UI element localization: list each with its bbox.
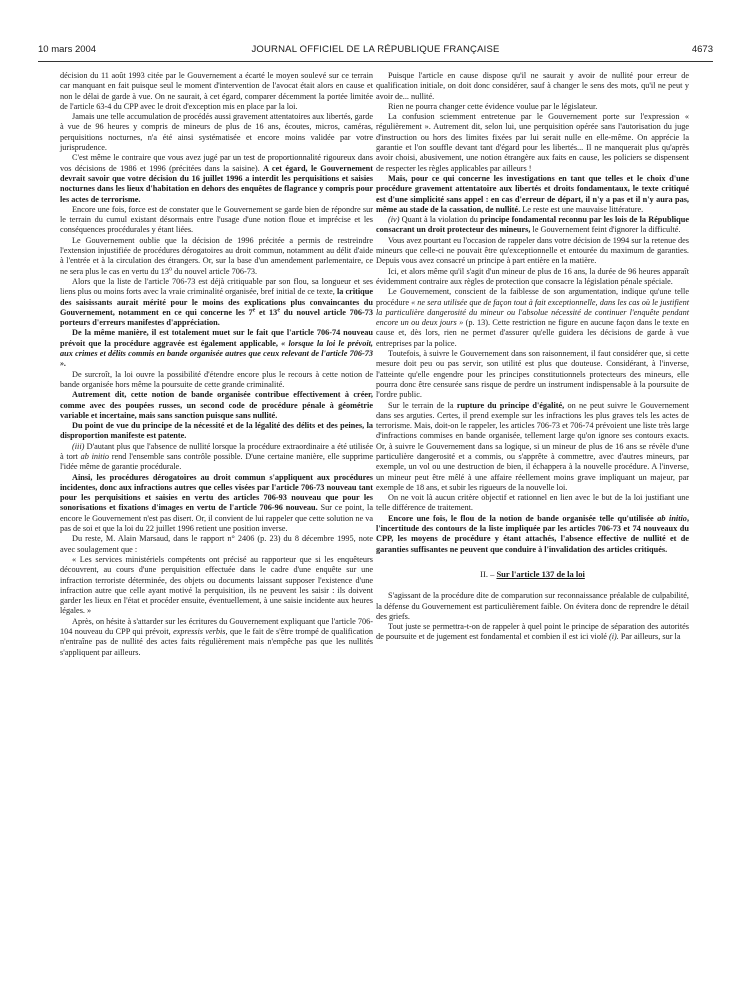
section-heading: II. – Sur l'article 137 de la loi [480,568,585,579]
paragraph: (iii) D'autant plus que l'absence de nullité lorsque la procédure extraordinaire a été utilisée à tort ab initio rend l'ensemble sans contrôle possible. D'une certaine manière, elle supprime l'idée même de garantie procédurale. [60,441,373,472]
header-rule [38,61,713,62]
paragraph: Jamais une telle accumulation de procédés aussi gravement attentatoires aux libertés, garde à vue de 96 heures y compris de mineurs de plus de 16 ans, écoutes, micros, caméras, perquisitions nocturnes, n'a été ainsi systématisée et encore moins validée par votre jurisprudence. [60,112,374,153]
paragraph: Mais, pour ce qui concerne les investigations en tant que telles et le choix d'une procédure gravement attentatoire aux libertés et droits fondamentaux, le texte critiqué est d'une simplicité sans appel : en cas d'erreur de départ, il n'y a pas et il n'y aura pas, même au stade de la cassation, de nullité. Le reste est une mauvaise littérature. [376,173,689,214]
paragraph: S'agissant de la procédure dite de comparution sur reconnaissance préalable de culpabilité, la défense du Gouvernement est particulièrement faible. On évitera donc de reprendre le détail des griefs. [376,591,689,621]
paragraph: Puisque l'article en cause dispose qu'il ne saurait y avoir de nullité pour erreur de qualification initiale, on doit donc considérer, sauf à changer le sens des mots, qu'il ne peut y avoir de... nullité. [376,71,689,101]
paragraph: Autrement dit, cette notion de bande organisée contribue effectivement à créer, comme avec des poupées russes, un second code de procédure pénale à géométrie variable et incertaine, mais sans sanction puisque sans nullité. [60,390,373,420]
paragraph: Vous avez pourtant eu l'occasion de rappeler dans votre décision de 1994 sur la retenue des mineurs que celle-ci ne pouvait être qu'exceptionnelle et entourée du maximum de garanties. Depuis vous avez consacré un principe à part entière en la matière. [376,235,689,266]
paragraph: La confusion sciemment entretenue par le Gouvernement porte sur l'expression « régulièrement ». Autrement dit, selon lui, une perquisition opérée sans l'autorisation du juge d'instruction ou hors des limites fixées par lui serait nulle en elle-même. On apprécie la garantie et l'on souffle devant tant d'égard pour les libertés... Il ne manquerait plus qu'après avoir choisi, abusivement, une notion étrangère aux faits en cause, les policiers se dispensent de respecter les règles applicables par ailleurs ! [376,112,689,173]
paragraph: Le Gouvernement oublie que la décision de 1996 précitée a permis de restreindre l'extension injustifiée de procédures dérogatoires au droit commun, notamment au délit d'aide à l'entrée et à la circulation des étrangers. Or, sur la base d'un amendement parlementaire, ce ne sera plus le cas en vertu du 13$^o$ du nouvel article 706-73. [60,235,373,276]
right-column [376,71,689,643]
paragraph: Alors que la liste de l'article 706-73 est déjà critiquable par son flou, sa longueur et ses liens plus ou moins forts avec la vraie criminalité organisée, bref initial de ce texte, la critique des saisissants aurait mérité pour le moins des explications plus convaincantes du Gouvernement, notamment en ce qui concerne les 7e et 13e du nouvel article 706-73 porteurs d'erreurs manifestes d'appréciation. [60,276,373,328]
paragraph: De surcroît, la loi ouvre la possibilité d'étendre encore plus le recours à cette notion de bande organisée hors même la poursuite de cette grande criminalité. [60,369,373,389]
paragraph: Le Gouvernement, conscient de la faiblesse de son argumentation, indique qu'une telle procédure « ne sera utilisée que de façon tout à fait exceptionnelle, dans les cas où le justifient la particulière dangerosité du mineur ou l'absolue nécessité de continuer l'enquête pendant encore un ou deux jours » (p. 13). Cette restriction ne figure en aucune façon dans le texte en cause et, dès lors, rien ne permet d'assurer qu'elle guidera les décisions de garde à vue entreprises par la police. [376,287,689,348]
page-header [38,44,713,58]
paragraph: Encore une fois, le flou de la notion de bande organisée telle qu'utilisée ab initio, l'incertitude des contours de la liste impliquée par les articles 706-73 et 74 nouveaux du CPP, les moyens de procédure y étant attachés, l'absence effective de nullité et de garanties suffisantes ne peuvent que conduire à l'invalidation des articles critiqués. [376,513,689,554]
quotation: « Les services ministériels compétents ont précisé au rapporteur que si les enquêteurs découvrent, au cours d'une perquisition effectuée dans le cadre d'une enquête sur une infraction terroriste déterminée, des objets ou documents laissant supposer l'existence d'une infraction autre que celle ayant motivé la perquisition, ils ne peuvent les saisir : ils doivent garder les lieux en l'état et procéder ensuite, éventuellement, à une saisie incidente aux heures légales. » [60,554,373,616]
paragraph: Ici, et alors même qu'il s'agit d'un mineur de plus de 16 ans, la durée de 96 heures apparaît évidemment contraire aux règles de protection que consacre la législation pénale spéciale. [376,266,689,286]
paragraph: Du reste, M. Alain Marsaud, dans le rapport n° 2406 (p. 23) du 8 décembre 1995, note avec soulagement que : [60,534,373,554]
paragraph: Rien ne pourra changer cette évidence voulue par le législateur. [388,101,598,111]
page-number: 4673 [691,44,713,55]
paragraph: C'est même le contraire que vous avez jugé par un test de proportionnalité rigoureux dans vos décisions de 1986 et 1996 (précitées dans la saisine). A cet égard, le Gouvernement devrait savoir que votre décision du 16 juillet 1996 a interdit les perquisitions et saisies nocturnes dans les lieux d'habitation en dehors des enquêtes de flagrance y compris pour les actes de terrorisme. [60,153,373,204]
paragraph: Après, on hésite à s'attarder sur les écritures du Gouvernement expliquant que l'article 706-104 nouveau du CPP qui prévoit, expressis verbis, que le fait de s'être trompé de qualification n'entraîne pas de nullité des actes faits régulièrement mais n'empêche pas que les nullités s'appliquent par ailleurs. [60,616,373,657]
journal-title: JOURNAL OFFICIEL DE LA RÉPUBLIQUE FRANÇAISE [251,44,500,55]
left-column [60,71,373,658]
paragraph: Encore une fois, force est de constater que le Gouvernement se garde bien de répondre sur le terrain du cumul existant désormais entre l'usage d'une notion floue et imprécise et les conséquences procédurales y étant liées. [60,204,373,235]
issue-date: 10 mars 2004 [38,44,97,55]
paragraph: (iv) Quant à la violation du principe fondamental reconnu par les lois de la République consacrant un droit protecteur des mineurs, le Gouvernement feint d'ignorer la difficulté. [376,215,689,235]
paragraph: De la même manière, il est totalement muet sur le fait que l'article 706-74 nouveau prévoit que la procédure aggravée est également applicable, « lorsque la loi le prévoit, aux crimes et délits commis en bande organisée autres que ceux relevant de l'article 706-73 ». [60,328,373,369]
paragraph: décision du 11 août 1993 citée par le Gouvernement a écarté le moyen soulevé sur ce terrain car manquant en fait puisque seul le moment d'intervention de l'avocat était alors en cause et non le délai de garde à vue. On ne saurait, à cet égard, comparer décemment la portée limitée de l'article 63-4 du CPP avec le droit d'exception mis en place par la loi. [60,71,373,111]
paragraph: On ne voit là aucun critère objectif et rationnel en lien avec le but de la loi justifiant une telle différence de traitement. [376,493,689,513]
paragraph: Tout juste se permettra-t-on de rappeler à quel point le principe de séparation des autorités de poursuite et de jugement est fondamental et combien il est ici violé (i). Par ailleurs, sur la [376,622,689,642]
paragraph: Sur le terrain de la rupture du principe d'égalité, on ne peut suivre le Gouvernement dans ses arguties. Certes, il prend exemple sur les infractions les plus graves tels les actes de terrorisme. Mais, doit-on le rappeler, les articles 706-73 et 706-74 prévoient une liste très large d'infractions commises en bande organisée, tellement large qu'on ignore ses contours exacts. Or, à suivre le Gouvernement dans sa logique, si un mineur de plus de 16 ans se révèle d'une particulière dangerosité et a commis, ou s'apprête à commettre, avec d'autres mineurs, par exemple, un vol ou une destruction de bien, il échappera à la nouvelle procédure. A l'inverse, un mineur peut être mêlé à une affaire réellement moins grave impliquant un majeur, par exemple de 18 ans, et subir les rigueurs de la nouvelle loi. [376,400,689,492]
paragraph: Du point de vue du principe de la nécessité et de la légalité des délits et des peines, la disproportion manifeste est patente. [60,421,373,441]
paragraph: Ainsi, les procédures dérogatoires au droit commun s'appliquent aux procédures incidentes, donc aux infractions autres que celles visées par l'article 706-73 nouveau tant pour les perquisitions et saisies en vertu des articles 706-93 nouveau que pour les sonorisations et fixations d'images en vertu de l'article 706-96 nouveau. Sur ce point, la encore le Gouvernement n'est pas disert. Or, il convient de lui rappeler que cette solution ne va pas de soi et que la loi du 22 juillet 1996 retient une position inverse. [60,472,373,534]
paragraph: Toutefois, à suivre le Gouvernement dans son raisonnement, il faut considérer que, si cette mesure doit peu ou pas servir, son utilité est plus que douteuse. Considérant, à l'inverse, l'atteinte qu'elle engendre pour les principes constitutionnels protecteurs des mineurs, elle pourra donc être censurée sans risque de perdre un instrument indispensable à la poursuite de l'ordre public. [376,349,689,400]
